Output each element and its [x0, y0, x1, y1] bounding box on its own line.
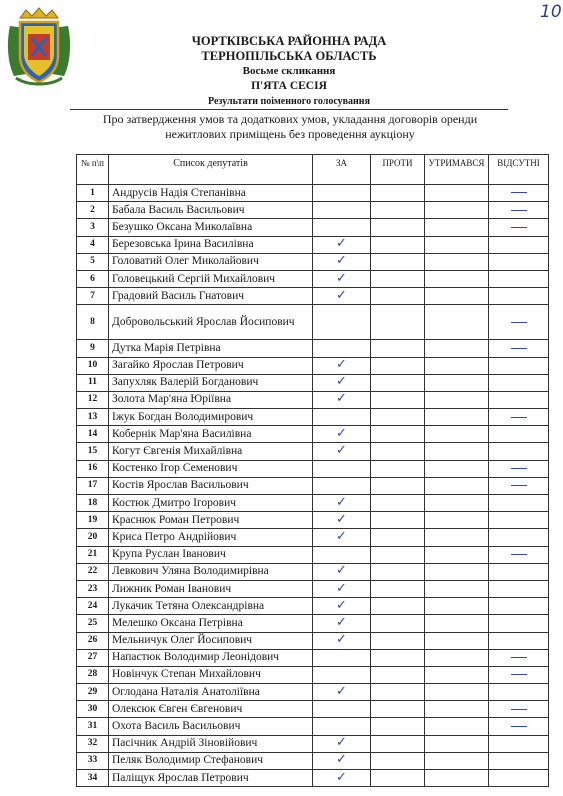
- vote-cell-against: [371, 770, 425, 787]
- row-number: 5: [77, 253, 109, 270]
- deputy-name: Паліщук Ярослав Петрович: [109, 770, 313, 787]
- vote-cell-against: [371, 426, 425, 443]
- roll-call-table: [76, 154, 549, 787]
- vote-cell-against: [371, 477, 425, 494]
- table-row: [77, 718, 549, 735]
- vote-cell-abstain: [425, 563, 489, 580]
- vote-cell-against: [371, 529, 425, 546]
- vote-cell-abstain: [425, 684, 489, 701]
- vote-cell-against: [371, 288, 425, 305]
- table-row: [77, 529, 549, 546]
- table-row: [77, 752, 549, 769]
- table-row: [77, 460, 549, 477]
- deputy-name: Бабала Василь Васильович: [109, 202, 313, 219]
- vote-cell-against: [371, 443, 425, 460]
- table-row: [77, 666, 549, 683]
- vote-cell-abstain: [425, 236, 489, 253]
- deputy-name: Оглодана Наталія Анатоліївна: [109, 684, 313, 701]
- deputy-name: Золота Мар'яна Юріївна: [109, 391, 313, 408]
- vote-cell-abstain: [425, 357, 489, 374]
- table-row: [77, 770, 549, 787]
- vote-cell-against: [371, 374, 425, 391]
- checkmark-icon: ✓: [336, 374, 347, 390]
- checkmark-icon: ✓: [336, 597, 347, 613]
- vote-cell-for: [313, 529, 371, 546]
- table-row: [77, 185, 549, 202]
- row-number: 31: [77, 718, 109, 735]
- absent-dash-mark: [511, 210, 527, 211]
- row-number: 11: [77, 374, 109, 391]
- checkmark-icon: ✓: [336, 528, 347, 544]
- table-row: [77, 598, 549, 615]
- deputy-name: Березовська Ірина Василівна: [109, 236, 313, 253]
- row-number: 2: [77, 202, 109, 219]
- row-number: 16: [77, 460, 109, 477]
- checkmark-icon: ✓: [336, 443, 347, 459]
- column-header-abstain: УТРИМАВСЯ: [425, 155, 489, 185]
- vote-cell-absent: [489, 666, 549, 683]
- vote-cell-against: [371, 357, 425, 374]
- vote-cell-for: [313, 426, 371, 443]
- vote-cell-abstain: [425, 270, 489, 287]
- checkmark-icon: ✓: [336, 391, 347, 407]
- vote-cell-absent: [489, 374, 549, 391]
- table-row: [77, 219, 549, 236]
- vote-cell-absent: [489, 546, 549, 563]
- row-number: 18: [77, 495, 109, 512]
- vote-cell-against: [371, 615, 425, 632]
- vote-cell-for: [313, 615, 371, 632]
- vote-cell-against: [371, 495, 425, 512]
- table-row: [77, 426, 549, 443]
- checkmark-icon: ✓: [336, 270, 347, 286]
- vote-cell-for: [313, 735, 371, 752]
- deputy-name: Кобернік Мар'яна Василівна: [109, 426, 313, 443]
- table-row: [77, 409, 549, 426]
- coat-of-arms-emblem: [6, 4, 72, 88]
- vote-cell-for: [313, 270, 371, 287]
- vote-cell-absent: [489, 684, 549, 701]
- vote-cell-for: [313, 219, 371, 236]
- deputy-name: Безушко Оксана Миколаївна: [109, 219, 313, 236]
- resolution-title: Про затвердження умов та додаткових умов, укладання договорів оренди нежитлових приміщень без проведення аукціону: [102, 112, 478, 141]
- vote-cell-absent: [489, 357, 549, 374]
- vote-cell-abstain: [425, 305, 489, 340]
- checkmark-icon: ✓: [336, 769, 347, 785]
- vote-cell-for: [313, 288, 371, 305]
- checkmark-icon: ✓: [336, 735, 347, 751]
- deputy-name: Новінчук Степан Михайлович: [109, 666, 313, 683]
- vote-cell-abstain: [425, 443, 489, 460]
- absent-dash-mark: [511, 417, 527, 418]
- vote-cell-absent: [489, 305, 549, 340]
- vote-cell-absent: [489, 701, 549, 718]
- vote-cell-against: [371, 701, 425, 718]
- vote-cell-for: [313, 752, 371, 769]
- table-row: [77, 374, 549, 391]
- vote-cell-for: [313, 236, 371, 253]
- vote-cell-against: [371, 236, 425, 253]
- checkmark-icon: ✓: [336, 287, 347, 303]
- vote-cell-abstain: [425, 512, 489, 529]
- absent-dash-mark: [511, 657, 527, 658]
- vote-cell-abstain: [425, 495, 489, 512]
- row-number: 29: [77, 684, 109, 701]
- deputy-name: Мельничук Олег Йосипович: [109, 632, 313, 649]
- vote-cell-abstain: [425, 409, 489, 426]
- vote-cell-absent: [489, 443, 549, 460]
- vote-cell-against: [371, 391, 425, 408]
- absent-dash-mark: [511, 468, 527, 469]
- vote-cell-for: [313, 460, 371, 477]
- vote-cell-absent: [489, 752, 549, 769]
- deputy-name: Пеляк Володимир Стефанович: [109, 752, 313, 769]
- vote-cell-against: [371, 580, 425, 597]
- column-header-against: ПРОТИ: [371, 155, 425, 185]
- vote-cell-against: [371, 632, 425, 649]
- vote-cell-absent: [489, 409, 549, 426]
- vote-cell-absent: [489, 477, 549, 494]
- table-row: [77, 357, 549, 374]
- deputy-name: Лукачик Тетяна Олександрівна: [109, 598, 313, 615]
- vote-cell-abstain: [425, 253, 489, 270]
- row-number: 13: [77, 409, 109, 426]
- vote-cell-absent: [489, 718, 549, 735]
- absent-dash-mark: [511, 322, 527, 323]
- vote-cell-for: [313, 563, 371, 580]
- row-number: 9: [77, 340, 109, 357]
- checkmark-icon: ✓: [336, 494, 347, 510]
- vote-cell-absent: [489, 270, 549, 287]
- table-row: [77, 305, 549, 340]
- vote-cell-abstain: [425, 615, 489, 632]
- vote-cell-against: [371, 185, 425, 202]
- vote-cell-for: [313, 391, 371, 408]
- table-row: [77, 684, 549, 701]
- table-row: [77, 563, 549, 580]
- table-row: [77, 735, 549, 752]
- vote-cell-absent: [489, 202, 549, 219]
- vote-cell-for: [313, 357, 371, 374]
- table-row: [77, 477, 549, 494]
- vote-cell-absent: [489, 236, 549, 253]
- vote-cell-absent: [489, 512, 549, 529]
- session-title: П'ЯТА СЕСІЯ: [251, 80, 327, 92]
- vote-cell-abstain: [425, 735, 489, 752]
- table-row: [77, 443, 549, 460]
- checkmark-icon: ✓: [336, 253, 347, 269]
- header-divider: [70, 109, 508, 110]
- vote-cell-against: [371, 253, 425, 270]
- row-number: 1: [77, 185, 109, 202]
- vote-cell-abstain: [425, 770, 489, 787]
- checkmark-icon: ✓: [336, 752, 347, 768]
- vote-cell-abstain: [425, 202, 489, 219]
- vote-cell-against: [371, 752, 425, 769]
- table-row: [77, 340, 549, 357]
- vote-cell-abstain: [425, 185, 489, 202]
- absent-dash-mark: [511, 192, 527, 193]
- deputy-name: Напастюк Володимир Леонідович: [109, 649, 313, 666]
- vote-cell-for: [313, 546, 371, 563]
- vote-cell-absent: [489, 495, 549, 512]
- vote-cell-absent: [489, 288, 549, 305]
- row-number: 10: [77, 357, 109, 374]
- vote-cell-against: [371, 666, 425, 683]
- column-header-absent: ВІДСУТНІ: [489, 155, 549, 185]
- row-number: 14: [77, 426, 109, 443]
- vote-cell-for: [313, 684, 371, 701]
- vote-cell-abstain: [425, 598, 489, 615]
- row-number: 34: [77, 770, 109, 787]
- table-row: [77, 615, 549, 632]
- vote-cell-absent: [489, 391, 549, 408]
- vote-cell-abstain: [425, 752, 489, 769]
- row-number: 25: [77, 615, 109, 632]
- vote-cell-absent: [489, 460, 549, 477]
- checkmark-icon: ✓: [336, 236, 347, 252]
- deputy-name: Костів Ярослав Васильович: [109, 477, 313, 494]
- table-row: [77, 202, 549, 219]
- deputy-name: Пасічник Андрій Зіновійович: [109, 735, 313, 752]
- row-number: 21: [77, 546, 109, 563]
- deputy-name: Андрусів Надія Степанівна: [109, 185, 313, 202]
- row-number: 30: [77, 701, 109, 718]
- vote-cell-for: [313, 580, 371, 597]
- vote-cell-absent: [489, 615, 549, 632]
- vote-cell-against: [371, 512, 425, 529]
- vote-cell-against: [371, 598, 425, 615]
- vote-cell-for: [313, 770, 371, 787]
- absent-dash-mark: [511, 709, 527, 710]
- vote-cell-against: [371, 202, 425, 219]
- row-number: 6: [77, 270, 109, 287]
- table-row: [77, 546, 549, 563]
- vote-cell-abstain: [425, 580, 489, 597]
- vote-cell-abstain: [425, 374, 489, 391]
- vote-cell-absent: [489, 340, 549, 357]
- row-number: 3: [77, 219, 109, 236]
- checkmark-icon: ✓: [336, 563, 347, 579]
- row-number: 4: [77, 236, 109, 253]
- table-row: [77, 270, 549, 287]
- column-header-name: Список депутатів: [109, 155, 313, 185]
- vote-cell-for: [313, 512, 371, 529]
- vote-cell-against: [371, 735, 425, 752]
- checkmark-icon: ✓: [336, 357, 347, 373]
- deputy-name: Запухляк Валерій Богданович: [109, 374, 313, 391]
- row-number: 27: [77, 649, 109, 666]
- vote-cell-absent: [489, 649, 549, 666]
- vote-cell-abstain: [425, 340, 489, 357]
- deputy-name: Мелешко Оксана Петрівна: [109, 615, 313, 632]
- vote-cell-absent: [489, 735, 549, 752]
- deputy-name: Охота Василь Васильович: [109, 718, 313, 735]
- deputy-name: Костюк Дмитро Ігорович: [109, 495, 313, 512]
- vote-cell-abstain: [425, 426, 489, 443]
- deputy-name: Градовий Василь Гнатович: [109, 288, 313, 305]
- vote-cell-absent: [489, 529, 549, 546]
- page-number-handwritten: 10: [540, 2, 562, 22]
- deputy-name: Дутка Марія Петрівна: [109, 340, 313, 357]
- vote-cell-for: [313, 374, 371, 391]
- row-number: 23: [77, 580, 109, 597]
- vote-cell-abstain: [425, 477, 489, 494]
- row-number: 7: [77, 288, 109, 305]
- deputy-name: Краснюк Роман Петрович: [109, 512, 313, 529]
- column-header-for: ЗА: [313, 155, 371, 185]
- deputy-name: Олексюк Євген Євгенович: [109, 701, 313, 718]
- vote-cell-against: [371, 270, 425, 287]
- table-row: [77, 632, 549, 649]
- deputy-name: Головецький Сергій Михайлович: [109, 270, 313, 287]
- row-number: 28: [77, 666, 109, 683]
- vote-cell-for: [313, 649, 371, 666]
- vote-cell-against: [371, 563, 425, 580]
- vote-cell-for: [313, 340, 371, 357]
- vote-cell-abstain: [425, 666, 489, 683]
- vote-cell-against: [371, 409, 425, 426]
- table-row: [77, 649, 549, 666]
- vote-cell-against: [371, 460, 425, 477]
- vote-cell-against: [371, 684, 425, 701]
- results-heading: Результати поіменного голосування: [208, 96, 370, 107]
- table-row: [77, 495, 549, 512]
- deputy-name: Крупа Руслан Іванович: [109, 546, 313, 563]
- vote-cell-abstain: [425, 288, 489, 305]
- table-row: [77, 236, 549, 253]
- row-number: 26: [77, 632, 109, 649]
- row-number: 22: [77, 563, 109, 580]
- row-number: 8: [77, 305, 109, 340]
- checkmark-icon: ✓: [336, 614, 347, 630]
- absent-dash-mark: [511, 726, 527, 727]
- row-number: 32: [77, 735, 109, 752]
- table-header-row: [77, 155, 549, 185]
- vote-cell-against: [371, 340, 425, 357]
- vote-cell-absent: [489, 185, 549, 202]
- absent-dash-mark: [511, 674, 527, 675]
- table-row: [77, 253, 549, 270]
- vote-cell-absent: [489, 253, 549, 270]
- absent-dash-mark: [511, 348, 527, 349]
- row-number: 15: [77, 443, 109, 460]
- vote-cell-for: [313, 443, 371, 460]
- table-row: [77, 512, 549, 529]
- row-number: 24: [77, 598, 109, 615]
- vote-cell-abstain: [425, 701, 489, 718]
- vote-cell-absent: [489, 598, 549, 615]
- checkmark-icon: ✓: [336, 425, 347, 441]
- row-number: 20: [77, 529, 109, 546]
- vote-cell-abstain: [425, 546, 489, 563]
- vote-cell-for: [313, 253, 371, 270]
- deputy-name: Когут Євгенія Михайлівна: [109, 443, 313, 460]
- row-number: 17: [77, 477, 109, 494]
- vote-cell-absent: [489, 426, 549, 443]
- vote-cell-against: [371, 305, 425, 340]
- deputy-name: Загайко Ярослав Петрович: [109, 357, 313, 374]
- convocation: Восьме скликання: [242, 65, 336, 77]
- row-number: 19: [77, 512, 109, 529]
- vote-cell-abstain: [425, 649, 489, 666]
- vote-cell-abstain: [425, 391, 489, 408]
- vote-cell-absent: [489, 563, 549, 580]
- vote-cell-for: [313, 477, 371, 494]
- deputy-name: Іжук Богдан Володимирович: [109, 409, 313, 426]
- vote-cell-for: [313, 666, 371, 683]
- vote-cell-abstain: [425, 219, 489, 236]
- column-header-number: № п\п: [77, 155, 109, 185]
- vote-cell-for: [313, 701, 371, 718]
- vote-cell-abstain: [425, 632, 489, 649]
- row-number: 12: [77, 391, 109, 408]
- absent-dash-mark: [511, 485, 527, 486]
- absent-dash-mark: [511, 227, 527, 228]
- vote-cell-absent: [489, 580, 549, 597]
- checkmark-icon: ✓: [336, 580, 347, 596]
- vote-cell-against: [371, 649, 425, 666]
- vote-cell-absent: [489, 219, 549, 236]
- vote-cell-against: [371, 546, 425, 563]
- vote-cell-for: [313, 202, 371, 219]
- deputy-name: Костенко Ігор Семенович: [109, 460, 313, 477]
- checkmark-icon: ✓: [336, 511, 347, 527]
- absent-dash-mark: [511, 554, 527, 555]
- vote-cell-for: [313, 185, 371, 202]
- checkmark-icon: ✓: [336, 632, 347, 648]
- deputy-name: Лижник Роман Іванович: [109, 580, 313, 597]
- deputy-name: Криса Петро Андрійович: [109, 529, 313, 546]
- vote-cell-for: [313, 718, 371, 735]
- table-row: [77, 288, 549, 305]
- vote-cell-abstain: [425, 718, 489, 735]
- region-name: ТЕРНОПІЛЬСЬКА ОБЛАСТЬ: [201, 49, 377, 63]
- deputy-name: Головатий Олег Миколайович: [109, 253, 313, 270]
- vote-cell-abstain: [425, 460, 489, 477]
- checkmark-icon: ✓: [336, 683, 347, 699]
- council-name: ЧОРТКІВСЬКА РАЙОННА РАДА: [191, 34, 387, 48]
- vote-cell-for: [313, 409, 371, 426]
- vote-cell-for: [313, 598, 371, 615]
- vote-cell-for: [313, 632, 371, 649]
- vote-cell-for: [313, 305, 371, 340]
- vote-cell-for: [313, 495, 371, 512]
- vote-cell-absent: [489, 770, 549, 787]
- vote-cell-absent: [489, 632, 549, 649]
- table-row: [77, 701, 549, 718]
- vote-cell-against: [371, 718, 425, 735]
- row-number: 33: [77, 752, 109, 769]
- vote-cell-abstain: [425, 529, 489, 546]
- vote-cell-against: [371, 219, 425, 236]
- table-row: [77, 580, 549, 597]
- table-row: [77, 391, 549, 408]
- deputy-name: Добровольський Ярослав Йосипович: [109, 305, 313, 340]
- deputy-name: Левкович Уляна Володимирівна: [109, 563, 313, 580]
